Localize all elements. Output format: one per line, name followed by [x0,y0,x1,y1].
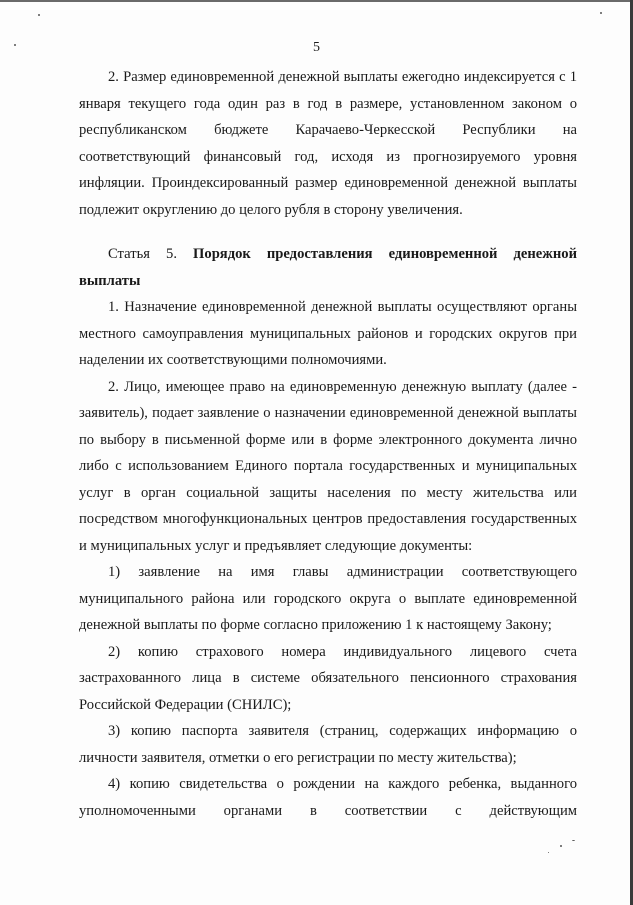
list-item-birth-certificate: 4) копию свидетельства о рождении на каждого ребенка, выданного уполномоченными органами в соответствии с действующим [79,776,577,819]
article-label: Статья 5. [108,246,177,262]
scan-speck [548,852,549,853]
list-item-application: 1) заявление на имя главы администрации соответствующего муниципального района или городского округа о выплате единовременной денежной выплаты по форме согласно приложению 1 к настоящему Закону; [79,564,577,633]
scan-speck [38,14,40,16]
article-heading [79,241,577,294]
scan-speck [572,840,575,841]
article-title: Порядок предоставления единовременной денежной выплаты [79,246,577,289]
list-item-snils: 2) копию страхового номера индивидуального лицевого счета застрахованного лица в системе обязательного пенсионного страхования Российской Федерации (СНИЛС); [79,643,577,713]
scan-speck [560,845,562,847]
section-body [79,64,577,824]
scan-edge-top [0,0,633,2]
paragraph-item-1: 1. Назначение единовременной денежной выплаты осуществляют органы местного самоуправления муниципальных районов и городских округов при наделении их соответствующими полномочиями. [79,299,577,368]
list-item-passport: 3) копию паспорта заявителя (страниц, содержащих информацию о личности заявителя, отметки о его регистрации по месту жительства); [79,723,577,766]
paragraph-gap [79,223,577,241]
scan-speck [600,12,602,14]
paragraph-item-2: 2. Лицо, имеющее право на единовременную денежную выплату (далее - заявитель), подает заявление о назначении единовременной денежной выплаты по выбору в письменной форме или в форме электронного документа лично либо с использованием Единого портала государственных и муниципальных услуг в орган социальной защиты населения по месту жительства или посредством многофункциональных центров предоставления государственных и муниципальных услуг и предъявляет следующие документы: [79,378,577,554]
scan-speck [14,44,16,46]
page-number: 5 [313,40,320,55]
paragraph-indexation: 2. Размер единовременной денежной выплаты ежегодно индексируется с 1 января текущего года один раз в год в размере, установленном законом о республиканском бюджете Карачаево-Черкесской Республики на соответствующий финансовый год, исходя из прогнозируемого уровня инфляции. Проиндексированный размер единовременной денежной выплаты подлежит округлению до целого рубля в сторону увеличения. [79,69,577,218]
